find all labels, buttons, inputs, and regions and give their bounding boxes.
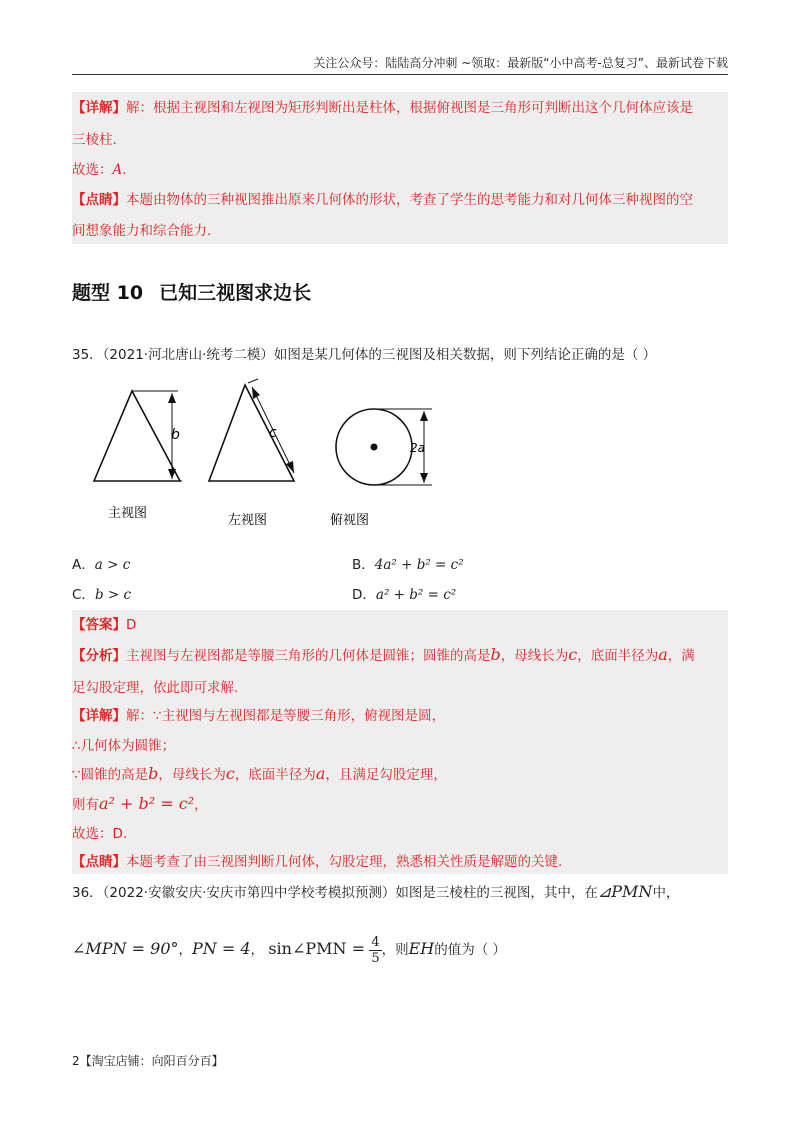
q36-line2: ∠MPN = 90°，PN = 4， sin∠PMN = $\frac{4}{5}$ ，则EH的值为（ ）: [72, 934, 507, 966]
q35-comment-line: 【点睛】本题考查了由三视图判断几何体，勾股定理，熟悉相关性质是解题的关键.: [72, 854, 563, 870]
top-view-label: 俯视图: [330, 513, 370, 528]
option-c[interactable]: C．b > c: [72, 587, 132, 603]
prev-detail-line1: 【详解】解：根据主视图和左视图为矩形判断出是柱体，根据俯视图是三角形可判断出这个几何体应该是: [72, 100, 693, 116]
q35-detail-line3: ∵圆锥的高是b，母线长为c，底面半径为a，且满足勾股定理，: [72, 764, 447, 783]
q35-detail-line4: 则有a² + b² = c²，: [72, 794, 208, 813]
front-view: [94, 391, 182, 481]
option-a[interactable]: A．a > c: [72, 557, 131, 573]
front-view-label: 主视图: [108, 506, 148, 521]
section-title: 题型 10 已知三视图求边长: [72, 282, 312, 304]
prev-comment-line1: 【点睛】本题由物体的三种视图推出原来几何体的形状，考查了学生的思考能力和对几何体三种视图的空: [72, 192, 693, 208]
q35-detail-line5: 故选：D.: [72, 826, 128, 842]
q36-line1: 36．（2022·安徽安庆·安庆市第四中学校考模拟预测）如图是三棱柱的三视图，其中，在⊿PMN中，: [72, 882, 680, 901]
q35-detail-line2: ∴几何体为圆锥；: [72, 738, 176, 754]
fraction-4-5: $\frac{4}{5}$: [371, 934, 380, 966]
side-view: [209, 379, 294, 481]
q35-answer-line: 【答案】D: [72, 617, 137, 633]
q35-analysis-line1: 【分析】主视图与左视图都是等腰三角形的几何体是圆锥；圆锥的高是b，母线长为c，底面半径为a，满: [72, 645, 695, 664]
prev-choice-line: 故选：A.: [72, 162, 127, 178]
three-view-figure: [72, 375, 492, 535]
label-b: b: [171, 427, 180, 443]
option-b[interactable]: B．4a² + b² = c²: [352, 557, 464, 573]
q35-analysis-line2: 足勾股定理，依此即可求解.: [72, 680, 239, 696]
side-view-label: 左视图: [228, 513, 268, 528]
q35-detail-line1: 【详解】解：∵主视图与左视图都是等腰三角形，俯视图是圆，: [72, 708, 446, 724]
prev-detail-line2: 三棱柱.: [72, 132, 117, 148]
q35-stem: 35．（2021·河北唐山·统考二模）如图是某几何体的三视图及相关数据，则下列结论正确的是（ ）: [72, 347, 657, 363]
label-c: c: [269, 425, 277, 441]
page-footer: 2【淘宝店铺：向阳百分百】: [72, 1054, 224, 1068]
top-view: [336, 409, 432, 485]
label-2a: 2a: [410, 441, 425, 455]
prev-comment-line2: 间想象能力和综合能力.: [72, 223, 212, 239]
option-d[interactable]: D．a² + b² = c²: [352, 587, 457, 603]
page-header: 关注公众号：陆陆高分冲刺 ~领取：最新版“小中高考-总复习”、最新试卷下载: [72, 56, 728, 75]
